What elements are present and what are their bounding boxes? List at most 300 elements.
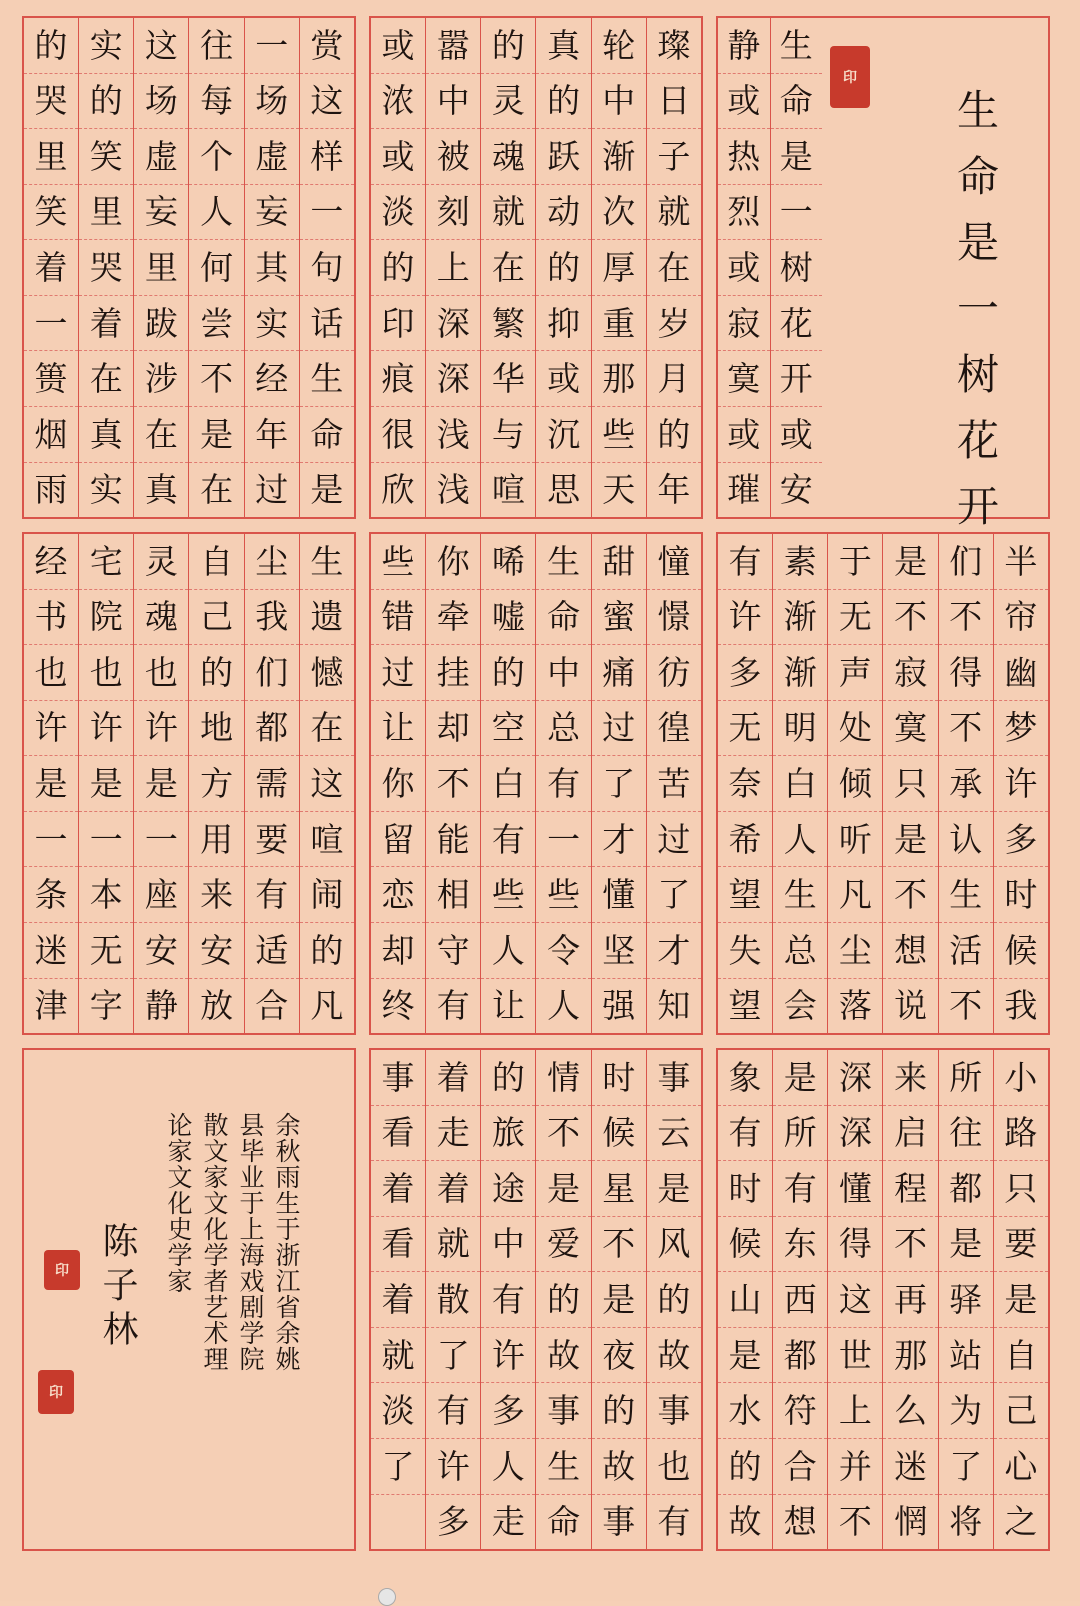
char-cell: 才 bbox=[647, 923, 701, 979]
char-cell: 渐 bbox=[592, 129, 646, 185]
text-column bbox=[993, 534, 1048, 1033]
title-char: 花 bbox=[956, 416, 999, 465]
char-cell: 过 bbox=[592, 701, 646, 757]
char-cell: 故 bbox=[536, 1328, 590, 1384]
char-cell: 沉 bbox=[536, 407, 590, 463]
text-grid bbox=[371, 534, 701, 1033]
text-column bbox=[480, 534, 535, 1033]
char-cell: 或 bbox=[371, 129, 425, 185]
char-cell: 无 bbox=[828, 590, 882, 646]
char-cell: 的 bbox=[536, 1272, 590, 1328]
char-cell: 不 bbox=[592, 1217, 646, 1273]
bio-column: 散文家文化学者艺术理 bbox=[200, 1112, 229, 1372]
text-grid bbox=[718, 534, 1048, 1033]
char-cell: 有 bbox=[426, 1383, 480, 1439]
char-cell: 多 bbox=[994, 812, 1048, 868]
char-cell: 凡 bbox=[310, 986, 344, 1026]
char-cell: 寞 bbox=[718, 351, 770, 407]
char-cell: 事 bbox=[371, 1050, 425, 1106]
char-cell: 一 bbox=[24, 296, 78, 352]
char-cell: 经 bbox=[24, 534, 78, 590]
char-cell: 迷 bbox=[24, 923, 78, 979]
char-cell: 或 bbox=[718, 407, 770, 463]
char-cell: 是 bbox=[79, 756, 133, 812]
char-cell: 半 bbox=[994, 534, 1048, 590]
char-cell: 无 bbox=[79, 923, 133, 979]
char-cell: 有 bbox=[436, 986, 470, 1026]
char-cell: 来 bbox=[189, 867, 243, 923]
char-cell: 候 bbox=[994, 923, 1048, 979]
char-cell: 时 bbox=[994, 867, 1048, 923]
text-grid bbox=[24, 18, 354, 517]
char-cell: 的 bbox=[647, 1272, 701, 1328]
text-grid bbox=[24, 534, 354, 1033]
char-cell: 或 bbox=[718, 240, 770, 296]
char-cell: 过 bbox=[647, 812, 701, 868]
char-cell: 的 bbox=[300, 923, 354, 979]
char-cell: 是 bbox=[883, 534, 937, 590]
char-cell: 凡 bbox=[828, 867, 882, 923]
char-cell: 其 bbox=[245, 240, 299, 296]
char-cell: 总 bbox=[536, 701, 590, 757]
char-cell: 自 bbox=[994, 1328, 1048, 1384]
char-cell: 哭 bbox=[24, 74, 78, 130]
char-cell: 生 bbox=[536, 1439, 590, 1495]
text-column bbox=[133, 534, 188, 1033]
char-cell: 里 bbox=[134, 240, 188, 296]
char-cell: 很 bbox=[371, 407, 425, 463]
text-column bbox=[371, 1050, 425, 1549]
char-cell: 就 bbox=[371, 1328, 425, 1384]
char-cell: 所 bbox=[773, 1106, 827, 1162]
char-cell: 情 bbox=[536, 1050, 590, 1106]
char-cell: 地 bbox=[189, 701, 243, 757]
text-column bbox=[938, 534, 993, 1033]
text-column bbox=[882, 534, 937, 1033]
char-cell: 是 bbox=[718, 1328, 772, 1384]
char-cell: 生 bbox=[773, 867, 827, 923]
char-cell: 需 bbox=[245, 756, 299, 812]
char-cell: 痕 bbox=[371, 351, 425, 407]
char-cell: 也 bbox=[24, 645, 78, 701]
char-cell: 己 bbox=[189, 590, 243, 646]
char-cell: 在 bbox=[647, 240, 701, 296]
char-cell: 空 bbox=[481, 701, 535, 757]
char-cell: 迷 bbox=[883, 1439, 937, 1495]
char-cell: 只 bbox=[994, 1161, 1048, 1217]
char-cell: 命 bbox=[547, 1502, 581, 1542]
char-cell: 倾 bbox=[828, 756, 882, 812]
char-cell: 你 bbox=[371, 756, 425, 812]
char-cell: 望 bbox=[728, 986, 762, 1026]
panel-title bbox=[716, 16, 1050, 531]
char-cell: 许 bbox=[994, 756, 1048, 812]
char-cell: 么 bbox=[883, 1383, 937, 1439]
bio-column: 县毕业于上海戏剧学院 bbox=[236, 1112, 265, 1372]
char-cell: 彷 bbox=[647, 645, 701, 701]
char-cell: 令 bbox=[536, 923, 590, 979]
char-cell: 路 bbox=[994, 1106, 1048, 1162]
char-cell: 跃 bbox=[536, 129, 590, 185]
char-cell: 这 bbox=[300, 74, 354, 130]
char-cell: 喧 bbox=[491, 470, 525, 510]
char-cell: 深 bbox=[426, 296, 480, 352]
char-cell: 旅 bbox=[481, 1106, 535, 1162]
char-cell: 每 bbox=[189, 74, 243, 130]
char-cell: 动 bbox=[536, 185, 590, 241]
char-cell: 方 bbox=[189, 756, 243, 812]
text-column bbox=[646, 18, 701, 517]
char-cell: 恋 bbox=[371, 867, 425, 923]
char-cell: 尝 bbox=[189, 296, 243, 352]
char-cell: 我 bbox=[1004, 986, 1038, 1026]
char-cell: 烟 bbox=[24, 407, 78, 463]
char-cell: 重 bbox=[592, 296, 646, 352]
char-cell: 要 bbox=[245, 812, 299, 868]
char-cell: 笑 bbox=[79, 129, 133, 185]
char-cell: 才 bbox=[592, 812, 646, 868]
char-cell: 往 bbox=[939, 1106, 993, 1162]
char-cell: 的 bbox=[647, 407, 701, 463]
char-cell: 个 bbox=[189, 129, 243, 185]
title-column bbox=[908, 18, 1048, 531]
char-cell: 放 bbox=[200, 986, 234, 1026]
char-cell: 却 bbox=[371, 923, 425, 979]
char-cell: 厚 bbox=[592, 240, 646, 296]
char-cell: 只 bbox=[883, 756, 937, 812]
char-cell: 的 bbox=[536, 240, 590, 296]
char-cell: 说 bbox=[894, 986, 928, 1026]
char-cell: 寂 bbox=[718, 296, 770, 352]
char-cell: 尘 bbox=[828, 923, 882, 979]
text-column bbox=[371, 18, 425, 517]
char-cell: 东 bbox=[773, 1217, 827, 1273]
char-cell: 帘 bbox=[994, 590, 1048, 646]
char-cell: 是 bbox=[771, 129, 823, 185]
text-column bbox=[425, 1050, 480, 1549]
char-cell: 事 bbox=[602, 1502, 636, 1542]
char-cell: 璨 bbox=[647, 18, 701, 74]
char-cell: 也 bbox=[647, 1439, 701, 1495]
char-cell: 赏 bbox=[300, 18, 354, 74]
panel-text bbox=[22, 532, 356, 1035]
char-cell: 不 bbox=[426, 756, 480, 812]
char-cell: 些 bbox=[371, 534, 425, 590]
char-cell: 实 bbox=[79, 18, 133, 74]
char-cell: 一 bbox=[245, 18, 299, 74]
char-cell: 命 bbox=[300, 407, 354, 463]
char-cell: 一 bbox=[24, 812, 78, 868]
char-cell: 你 bbox=[426, 534, 480, 590]
text-column bbox=[78, 534, 133, 1033]
char-cell: 牵 bbox=[426, 590, 480, 646]
char-cell: 自 bbox=[189, 534, 243, 590]
panel-inscription bbox=[22, 1048, 356, 1551]
char-cell: 幽 bbox=[994, 645, 1048, 701]
char-cell: 白 bbox=[773, 756, 827, 812]
char-cell: 命 bbox=[771, 74, 823, 130]
char-cell: 的 bbox=[24, 18, 78, 74]
char-cell: 用 bbox=[189, 812, 243, 868]
text-column bbox=[591, 18, 646, 517]
char-cell: 在 bbox=[300, 701, 354, 757]
char-cell: 天 bbox=[602, 470, 636, 510]
char-cell: 虚 bbox=[134, 129, 188, 185]
char-cell: 尘 bbox=[245, 534, 299, 590]
char-cell: 是 bbox=[24, 756, 78, 812]
char-cell: 有 bbox=[657, 1502, 691, 1542]
title-char: 开 bbox=[956, 482, 999, 531]
text-column bbox=[535, 18, 590, 517]
char-cell: 岁 bbox=[647, 296, 701, 352]
text-grid bbox=[718, 18, 822, 517]
char-cell: 要 bbox=[994, 1217, 1048, 1273]
char-cell: 有 bbox=[481, 812, 535, 868]
text-column bbox=[188, 18, 243, 517]
char-cell: 华 bbox=[481, 351, 535, 407]
char-cell: 一 bbox=[134, 812, 188, 868]
char-cell: 知 bbox=[657, 986, 691, 1026]
char-cell: 在 bbox=[200, 470, 234, 510]
char-cell: 生 bbox=[300, 534, 354, 590]
text-column bbox=[480, 18, 535, 517]
text-column bbox=[244, 534, 299, 1033]
text-column bbox=[827, 1050, 882, 1549]
char-cell: 上 bbox=[426, 240, 480, 296]
char-cell: 魂 bbox=[134, 590, 188, 646]
char-cell: 象 bbox=[718, 1050, 772, 1106]
char-cell: 实 bbox=[89, 470, 123, 510]
char-cell: 字 bbox=[89, 986, 123, 1026]
char-cell: 了 bbox=[647, 867, 701, 923]
char-cell: 不 bbox=[883, 867, 937, 923]
char-cell: 来 bbox=[883, 1050, 937, 1106]
char-cell: 这 bbox=[134, 18, 188, 74]
char-cell: 着 bbox=[371, 1272, 425, 1328]
char-cell: 里 bbox=[24, 129, 78, 185]
title-char: 命 bbox=[956, 152, 999, 201]
char-cell: 那 bbox=[592, 351, 646, 407]
char-cell: 涉 bbox=[134, 351, 188, 407]
char-cell: 着 bbox=[79, 296, 133, 352]
char-cell: 思 bbox=[547, 470, 581, 510]
text-column bbox=[718, 534, 772, 1033]
char-cell: 欣 bbox=[381, 470, 415, 510]
char-cell: 刻 bbox=[426, 185, 480, 241]
char-cell: 风 bbox=[647, 1217, 701, 1273]
char-cell: 留 bbox=[371, 812, 425, 868]
char-cell bbox=[371, 1495, 425, 1550]
char-cell: 走 bbox=[426, 1106, 480, 1162]
char-cell: 想 bbox=[883, 923, 937, 979]
char-cell: 小 bbox=[994, 1050, 1048, 1106]
char-cell: 故 bbox=[728, 1502, 762, 1542]
char-cell: 守 bbox=[426, 923, 480, 979]
char-cell: 跋 bbox=[134, 296, 188, 352]
char-cell: 也 bbox=[134, 645, 188, 701]
char-cell: 往 bbox=[189, 18, 243, 74]
char-cell: 着 bbox=[426, 1161, 480, 1217]
char-cell: 多 bbox=[436, 1502, 470, 1542]
char-cell: 是 bbox=[592, 1272, 646, 1328]
char-cell: 年 bbox=[245, 407, 299, 463]
char-cell: 雨 bbox=[34, 470, 68, 510]
text-column bbox=[993, 1050, 1048, 1549]
char-cell: 场 bbox=[245, 74, 299, 130]
cursor-icon bbox=[378, 1588, 396, 1606]
char-cell: 不 bbox=[189, 351, 243, 407]
char-cell: 安 bbox=[779, 470, 813, 510]
char-cell: 喧 bbox=[300, 812, 354, 868]
char-cell: 年 bbox=[657, 470, 691, 510]
panel-text bbox=[369, 1048, 703, 1551]
char-cell: 许 bbox=[718, 590, 772, 646]
text-grid bbox=[371, 18, 701, 517]
char-cell: 夜 bbox=[592, 1328, 646, 1384]
char-cell: 候 bbox=[718, 1217, 772, 1273]
char-cell: 了 bbox=[592, 756, 646, 812]
char-cell: 终 bbox=[381, 986, 415, 1026]
char-cell: 活 bbox=[939, 923, 993, 979]
char-cell: 有 bbox=[481, 1272, 535, 1328]
char-cell: 轮 bbox=[592, 18, 646, 74]
char-cell: 有 bbox=[718, 534, 772, 590]
text-column bbox=[591, 1050, 646, 1549]
char-cell: 热 bbox=[718, 129, 770, 185]
char-cell: 的 bbox=[189, 645, 243, 701]
char-cell: 痛 bbox=[592, 645, 646, 701]
char-cell: 嘘 bbox=[481, 590, 535, 646]
char-cell: 那 bbox=[883, 1328, 937, 1384]
text-grid bbox=[371, 1050, 701, 1549]
char-cell: 的 bbox=[592, 1383, 646, 1439]
char-cell: 津 bbox=[34, 986, 68, 1026]
char-cell: 星 bbox=[592, 1161, 646, 1217]
char-cell: 是 bbox=[310, 470, 344, 510]
char-cell: 故 bbox=[647, 1328, 701, 1384]
text-column bbox=[938, 1050, 993, 1549]
char-cell: 就 bbox=[426, 1217, 480, 1273]
bio-column: 余秋雨生于浙江省余姚 bbox=[272, 1112, 301, 1372]
char-cell: 的 bbox=[536, 74, 590, 130]
char-cell: 都 bbox=[245, 701, 299, 757]
char-cell: 中 bbox=[426, 74, 480, 130]
char-cell: 相 bbox=[426, 867, 480, 923]
title-char: 树 bbox=[956, 350, 999, 399]
char-cell: 开 bbox=[771, 351, 823, 407]
text-column bbox=[480, 1050, 535, 1549]
char-cell: 坚 bbox=[592, 923, 646, 979]
char-cell: 人 bbox=[481, 923, 535, 979]
char-cell: 合 bbox=[255, 986, 289, 1026]
char-cell: 合 bbox=[773, 1439, 827, 1495]
panel-text bbox=[369, 16, 703, 519]
char-cell: 望 bbox=[718, 867, 772, 923]
char-cell: 处 bbox=[828, 701, 882, 757]
char-cell: 蜜 bbox=[592, 590, 646, 646]
char-cell: 有 bbox=[773, 1161, 827, 1217]
char-cell: 了 bbox=[426, 1328, 480, 1384]
char-cell: 水 bbox=[718, 1383, 772, 1439]
char-cell: 花 bbox=[771, 296, 823, 352]
char-cell: 挂 bbox=[426, 645, 480, 701]
char-cell: 着 bbox=[371, 1161, 425, 1217]
char-cell: 中 bbox=[481, 1217, 535, 1273]
char-cell: 是 bbox=[189, 407, 243, 463]
char-cell: 生 bbox=[300, 351, 354, 407]
char-cell: 浅 bbox=[426, 407, 480, 463]
char-cell: 书 bbox=[24, 590, 78, 646]
char-cell: 的 bbox=[718, 1439, 772, 1495]
char-cell: 在 bbox=[79, 351, 133, 407]
char-cell: 着 bbox=[24, 240, 78, 296]
char-cell: 烈 bbox=[718, 185, 770, 241]
char-cell: 人 bbox=[773, 812, 827, 868]
char-cell: 淡 bbox=[371, 1383, 425, 1439]
text-column bbox=[770, 18, 823, 517]
char-cell: 就 bbox=[481, 185, 535, 241]
char-cell: 人 bbox=[547, 986, 581, 1026]
text-column bbox=[646, 1050, 701, 1549]
char-cell: 句 bbox=[300, 240, 354, 296]
char-cell: 妄 bbox=[245, 185, 299, 241]
char-cell: 子 bbox=[647, 129, 701, 185]
char-cell: 多 bbox=[718, 645, 772, 701]
char-cell: 次 bbox=[592, 185, 646, 241]
char-cell: 失 bbox=[718, 923, 772, 979]
text-column bbox=[425, 18, 480, 517]
char-cell: 条 bbox=[24, 867, 78, 923]
char-cell: 也 bbox=[79, 645, 133, 701]
char-cell: 都 bbox=[939, 1161, 993, 1217]
text-column bbox=[827, 534, 882, 1033]
char-cell: 不 bbox=[536, 1106, 590, 1162]
char-cell: 安 bbox=[134, 923, 188, 979]
char-cell: 认 bbox=[939, 812, 993, 868]
char-cell: 闹 bbox=[300, 867, 354, 923]
char-cell: 的 bbox=[481, 645, 535, 701]
char-cell: 的 bbox=[371, 240, 425, 296]
char-cell: 在 bbox=[481, 240, 535, 296]
char-cell: 过 bbox=[371, 645, 425, 701]
char-cell: 不 bbox=[949, 986, 983, 1026]
char-cell: 不 bbox=[883, 1217, 937, 1273]
char-cell: 抑 bbox=[536, 296, 590, 352]
char-cell: 走 bbox=[491, 1502, 525, 1542]
text-column bbox=[133, 18, 188, 517]
char-cell: 驿 bbox=[939, 1272, 993, 1328]
char-cell: 多 bbox=[481, 1383, 535, 1439]
text-column bbox=[299, 18, 354, 517]
char-cell: 这 bbox=[828, 1272, 882, 1328]
char-cell: 憬 bbox=[647, 590, 701, 646]
char-cell: 不 bbox=[939, 590, 993, 646]
char-cell: 深 bbox=[828, 1106, 882, 1162]
char-cell: 这 bbox=[300, 756, 354, 812]
char-cell: 故 bbox=[592, 1439, 646, 1495]
char-cell: 奈 bbox=[718, 756, 772, 812]
char-cell: 西 bbox=[773, 1272, 827, 1328]
char-cell: 梦 bbox=[994, 701, 1048, 757]
panel-text bbox=[716, 1048, 1050, 1551]
char-cell: 过 bbox=[255, 470, 289, 510]
char-cell: 一 bbox=[536, 812, 590, 868]
char-cell: 深 bbox=[828, 1050, 882, 1106]
char-cell: 灵 bbox=[481, 74, 535, 130]
char-cell: 真 bbox=[536, 18, 590, 74]
char-cell: 时 bbox=[592, 1050, 646, 1106]
char-cell: 渐 bbox=[773, 645, 827, 701]
